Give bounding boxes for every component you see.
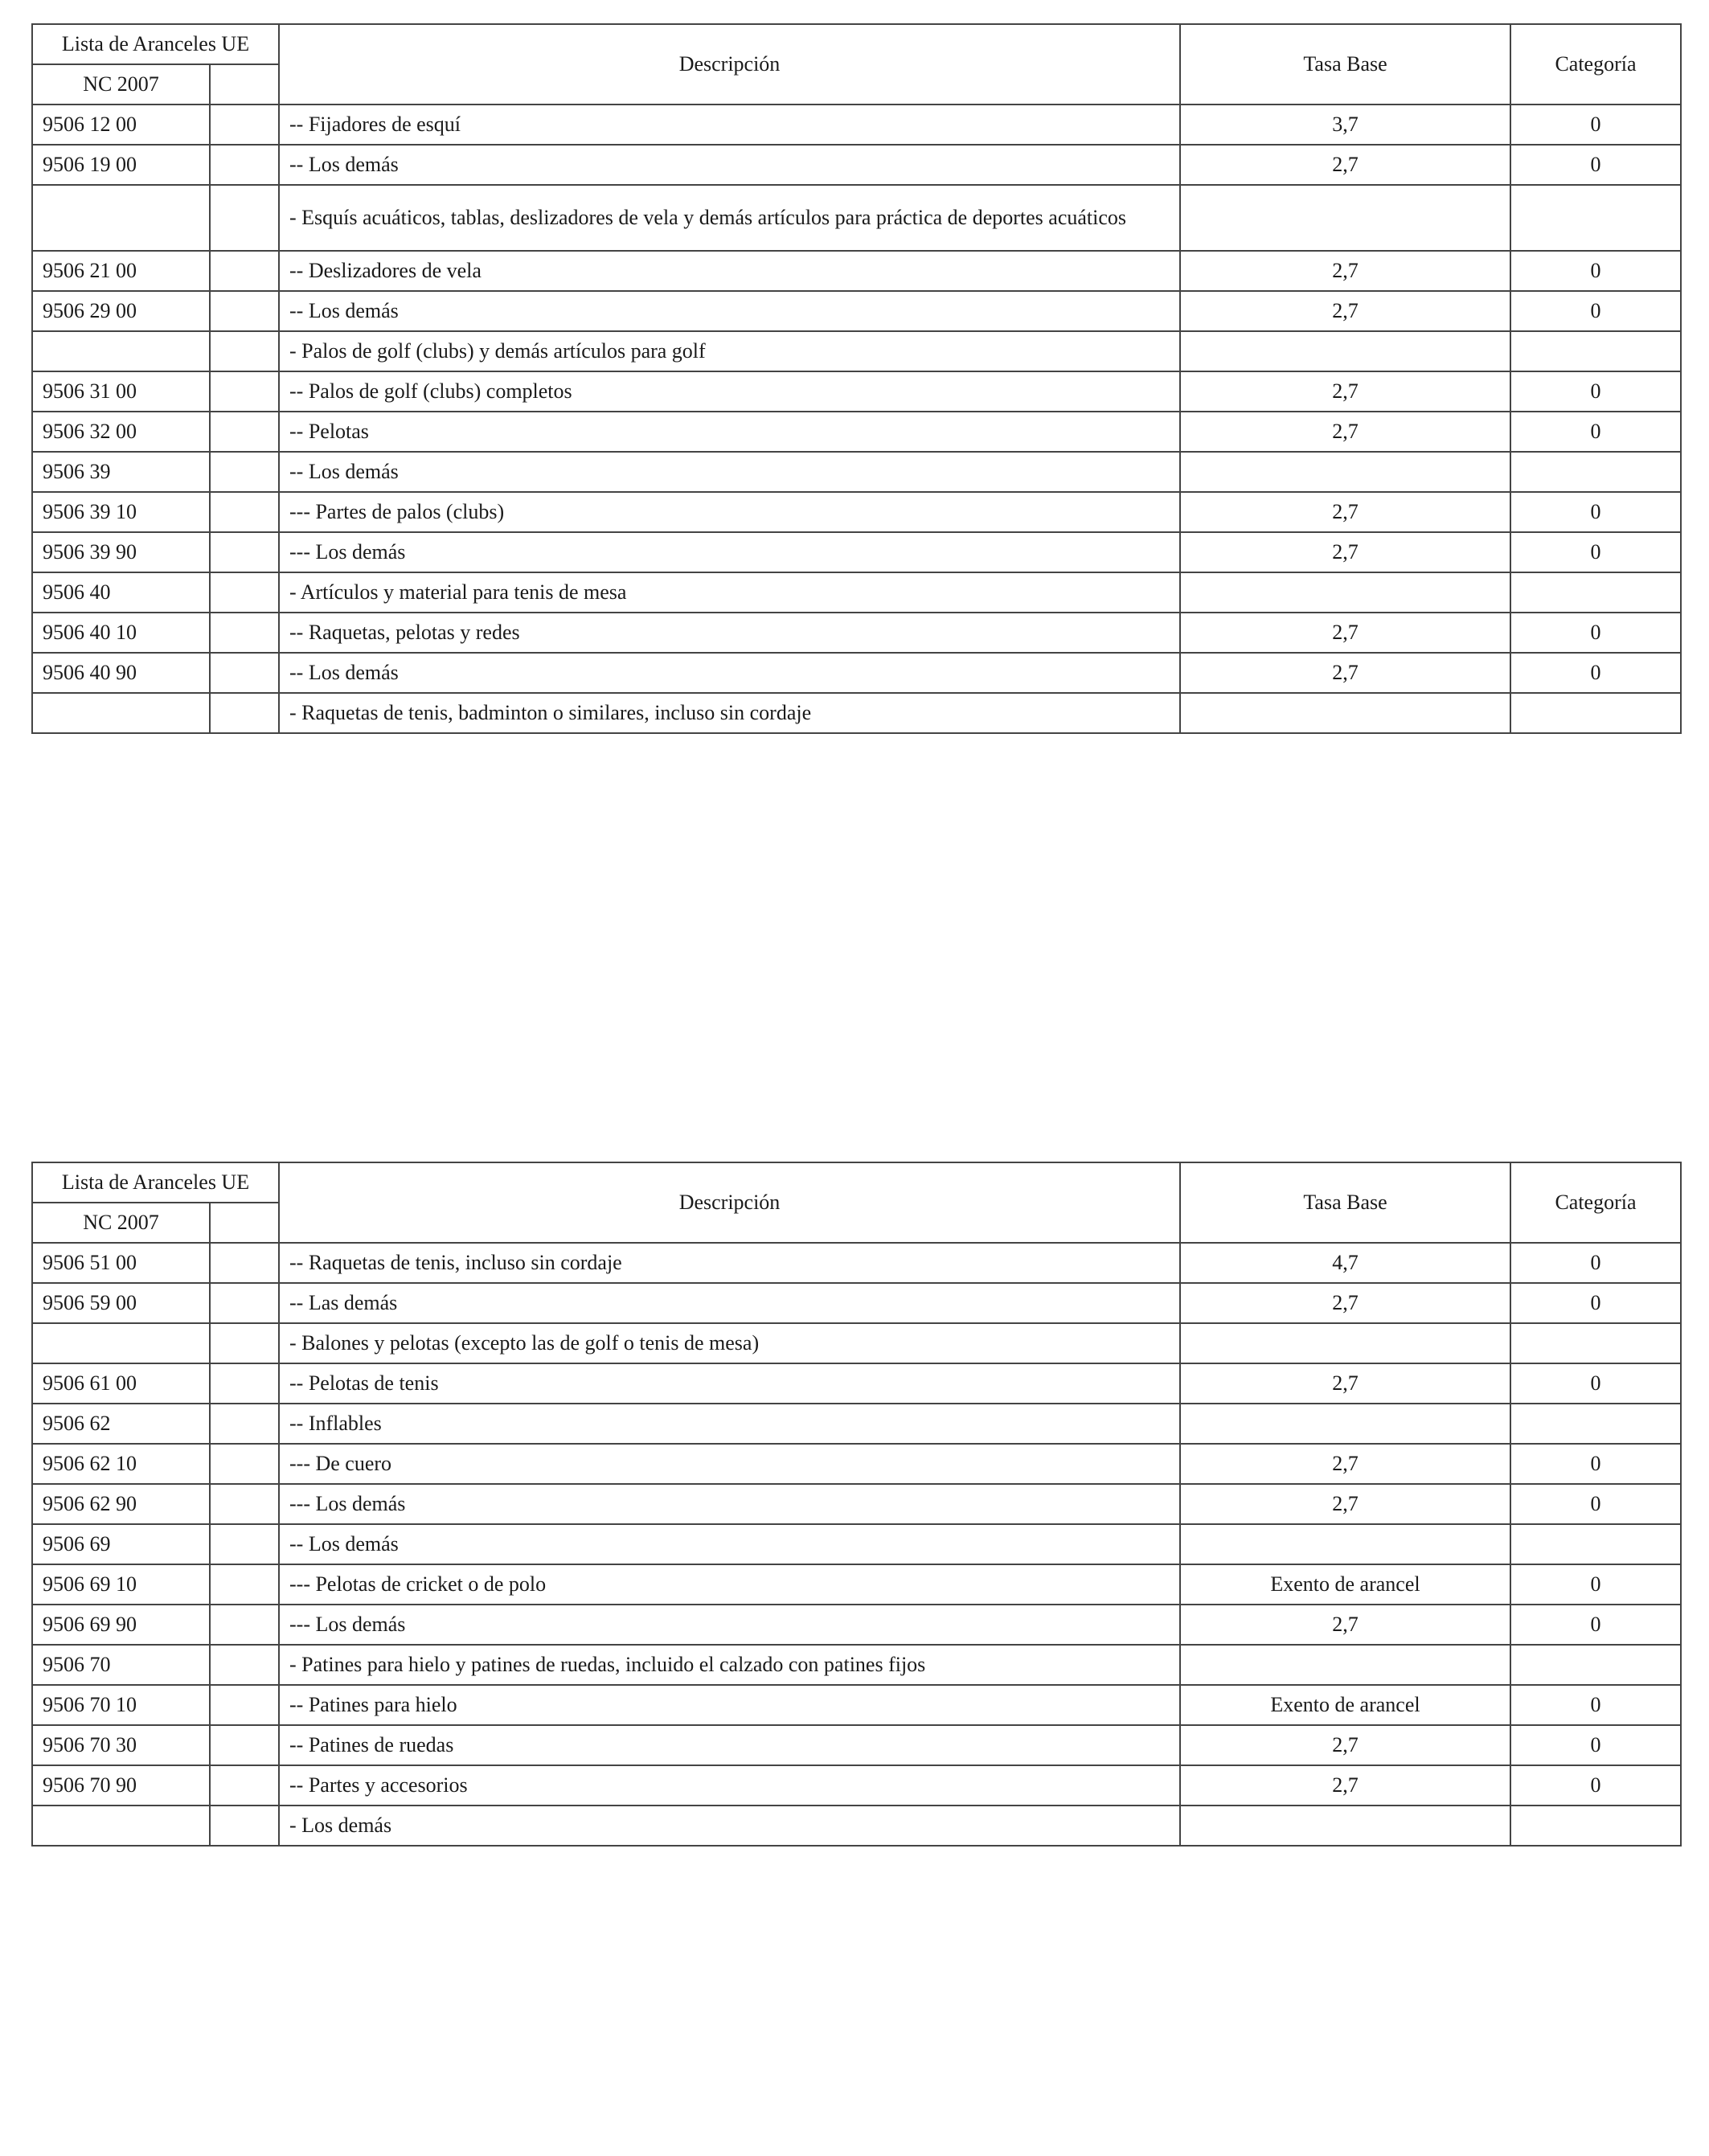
header-lista: Lista de Aranceles UE (32, 1162, 279, 1203)
cell-tasa-base: Exento de arancel (1180, 1564, 1510, 1605)
cell-categoria (1510, 331, 1681, 371)
table-row (32, 1765, 1681, 1806)
cell-description: -- Deslizadores de vela (279, 251, 1180, 291)
cell-code: 9506 70 (32, 1645, 210, 1685)
cell-code: 9506 70 30 (32, 1725, 210, 1765)
cell-tasa-base: 2,7 (1180, 613, 1510, 653)
table-row (32, 1685, 1681, 1725)
cell-code: 9506 12 00 (32, 105, 210, 145)
cell-code: 9506 51 00 (32, 1243, 210, 1283)
table-row (32, 185, 1681, 251)
cell-description: - Esquís acuáticos, tablas, deslizadores de vela y demás artículos para práctica de deportes acuáticos (279, 185, 1180, 251)
tariff-table-2-body (32, 1162, 1681, 1846)
cell-description: -- Las demás (279, 1283, 1180, 1323)
cell-categoria: 0 (1510, 1685, 1681, 1725)
cell-categoria: 0 (1510, 105, 1681, 145)
cell-description: - Palos de golf (clubs) y demás artículos para golf (279, 331, 1180, 371)
cell-categoria (1510, 572, 1681, 613)
table-row (32, 1524, 1681, 1564)
cell-description: --- Los demás (279, 532, 1180, 572)
cell-description: - Raquetas de tenis, badminton o similares, incluso sin cordaje (279, 693, 1180, 733)
cell-subcode (210, 1765, 279, 1806)
cell-subcode (210, 331, 279, 371)
cell-tasa-base (1180, 1323, 1510, 1363)
cell-categoria: 0 (1510, 1444, 1681, 1484)
cell-categoria: 0 (1510, 1765, 1681, 1806)
table-row (32, 105, 1681, 145)
table-row (32, 693, 1681, 733)
cell-categoria: 0 (1510, 291, 1681, 331)
tariff-table-2 (31, 1162, 1682, 1847)
cell-code (32, 1323, 210, 1363)
table-row (32, 1283, 1681, 1323)
cell-subcode (210, 251, 279, 291)
table-row (32, 412, 1681, 452)
cell-tasa-base: 2,7 (1180, 1363, 1510, 1404)
cell-tasa-base: 2,7 (1180, 532, 1510, 572)
cell-tasa-base (1180, 1404, 1510, 1444)
cell-categoria (1510, 1645, 1681, 1685)
cell-categoria: 0 (1510, 412, 1681, 452)
cell-subcode (210, 105, 279, 145)
cell-description: -- Los demás (279, 1524, 1180, 1564)
header-empty-cell (210, 64, 279, 105)
table-row (32, 613, 1681, 653)
cell-description: - Artículos y material para tenis de mesa (279, 572, 1180, 613)
header-nc: NC 2007 (32, 64, 210, 105)
cell-subcode (210, 653, 279, 693)
table-row (32, 572, 1681, 613)
cell-code: 9506 39 (32, 452, 210, 492)
cell-subcode (210, 1605, 279, 1645)
table-row (32, 452, 1681, 492)
table-row (32, 1725, 1681, 1765)
table-row (32, 653, 1681, 693)
cell-categoria: 0 (1510, 532, 1681, 572)
table-row (32, 1645, 1681, 1685)
cell-code: 9506 70 90 (32, 1765, 210, 1806)
header-lista: Lista de Aranceles UE (32, 24, 279, 64)
table-row (32, 371, 1681, 412)
cell-description: -- Pelotas (279, 412, 1180, 452)
cell-code (32, 693, 210, 733)
cell-tasa-base (1180, 331, 1510, 371)
cell-tasa-base: 2,7 (1180, 1444, 1510, 1484)
cell-description: -- Los demás (279, 291, 1180, 331)
header-row-top (32, 1162, 1681, 1203)
cell-tasa-base: 2,7 (1180, 1765, 1510, 1806)
cell-subcode (210, 1645, 279, 1685)
cell-tasa-base (1180, 185, 1510, 251)
cell-subcode (210, 613, 279, 653)
cell-categoria (1510, 1404, 1681, 1444)
cell-subcode (210, 1484, 279, 1524)
cell-categoria: 0 (1510, 1725, 1681, 1765)
cell-categoria (1510, 693, 1681, 733)
cell-subcode (210, 145, 279, 185)
header-tasa-base: Tasa Base (1180, 1162, 1510, 1243)
table-row (32, 1404, 1681, 1444)
table-row (32, 1564, 1681, 1605)
cell-tasa-base (1180, 1645, 1510, 1685)
cell-subcode (210, 291, 279, 331)
cell-code: 9506 70 10 (32, 1685, 210, 1725)
table-row (32, 291, 1681, 331)
cell-description: - Balones y pelotas (excepto las de golf o tenis de mesa) (279, 1323, 1180, 1363)
cell-code: 9506 62 (32, 1404, 210, 1444)
cell-tasa-base: Exento de arancel (1180, 1685, 1510, 1725)
cell-description: -- Patines de ruedas (279, 1725, 1180, 1765)
cell-categoria: 0 (1510, 613, 1681, 653)
cell-tasa-base: 2,7 (1180, 1283, 1510, 1323)
cell-categoria (1510, 452, 1681, 492)
cell-description: - Patines para hielo y patines de ruedas, incluido el calzado con patines fijos (279, 1645, 1180, 1685)
cell-code: 9506 39 10 (32, 492, 210, 532)
cell-subcode (210, 1524, 279, 1564)
cell-description: --- Los demás (279, 1605, 1180, 1645)
cell-code: 9506 59 00 (32, 1283, 210, 1323)
header-empty-cell (210, 1203, 279, 1243)
cell-code: 9506 40 10 (32, 613, 210, 653)
cell-tasa-base (1180, 1806, 1510, 1846)
cell-code: 9506 31 00 (32, 371, 210, 412)
cell-description: -- Raquetas de tenis, incluso sin cordaje (279, 1243, 1180, 1283)
cell-categoria: 0 (1510, 1283, 1681, 1323)
header-tasa-base: Tasa Base (1180, 24, 1510, 105)
cell-description: -- Raquetas, pelotas y redes (279, 613, 1180, 653)
cell-tasa-base: 4,7 (1180, 1243, 1510, 1283)
table-row (32, 1605, 1681, 1645)
cell-code: 9506 69 90 (32, 1605, 210, 1645)
cell-description: --- Partes de palos (clubs) (279, 492, 1180, 532)
cell-subcode (210, 1243, 279, 1283)
cell-tasa-base: 2,7 (1180, 1605, 1510, 1645)
cell-code: 9506 40 (32, 572, 210, 613)
cell-categoria: 0 (1510, 1605, 1681, 1645)
cell-subcode (210, 1725, 279, 1765)
cell-tasa-base (1180, 572, 1510, 613)
cell-categoria (1510, 1806, 1681, 1846)
cell-subcode (210, 1564, 279, 1605)
cell-tasa-base: 2,7 (1180, 1725, 1510, 1765)
table-row (32, 1243, 1681, 1283)
cell-tasa-base: 2,7 (1180, 251, 1510, 291)
table-row (32, 1806, 1681, 1846)
cell-code: 9506 29 00 (32, 291, 210, 331)
cell-description: -- Fijadores de esquí (279, 105, 1180, 145)
table-row (32, 145, 1681, 185)
cell-description: -- Partes y accesorios (279, 1765, 1180, 1806)
cell-tasa-base: 3,7 (1180, 105, 1510, 145)
cell-categoria: 0 (1510, 145, 1681, 185)
cell-subcode (210, 412, 279, 452)
cell-tasa-base: 2,7 (1180, 371, 1510, 412)
cell-description: -- Los demás (279, 452, 1180, 492)
cell-tasa-base: 2,7 (1180, 653, 1510, 693)
cell-categoria: 0 (1510, 371, 1681, 412)
cell-categoria (1510, 185, 1681, 251)
cell-categoria (1510, 1524, 1681, 1564)
cell-code: 9506 39 90 (32, 532, 210, 572)
table-row (32, 331, 1681, 371)
cell-code: 9506 69 10 (32, 1564, 210, 1605)
cell-description: - Los demás (279, 1806, 1180, 1846)
cell-subcode (210, 693, 279, 733)
cell-subcode (210, 371, 279, 412)
cell-description: -- Los demás (279, 653, 1180, 693)
cell-code: 9506 19 00 (32, 145, 210, 185)
cell-categoria: 0 (1510, 251, 1681, 291)
table-row (32, 1484, 1681, 1524)
header-descripcion: Descripción (279, 24, 1180, 105)
table-row (32, 251, 1681, 291)
header-nc: NC 2007 (32, 1203, 210, 1243)
cell-description: -- Los demás (279, 145, 1180, 185)
cell-description: --- Los demás (279, 1484, 1180, 1524)
header-categoria: Categoría (1510, 24, 1681, 105)
cell-code (32, 331, 210, 371)
cell-code: 9506 61 00 (32, 1363, 210, 1404)
cell-subcode (210, 1363, 279, 1404)
cell-tasa-base (1180, 693, 1510, 733)
header-descripcion: Descripción (279, 1162, 1180, 1243)
cell-code: 9506 40 90 (32, 653, 210, 693)
cell-description: --- Pelotas de cricket o de polo (279, 1564, 1180, 1605)
cell-tasa-base: 2,7 (1180, 291, 1510, 331)
cell-subcode (210, 1404, 279, 1444)
cell-code: 9506 21 00 (32, 251, 210, 291)
cell-subcode (210, 1685, 279, 1725)
cell-categoria (1510, 1323, 1681, 1363)
cell-code: 9506 69 (32, 1524, 210, 1564)
cell-subcode (210, 492, 279, 532)
cell-subcode (210, 1806, 279, 1846)
cell-description: -- Pelotas de tenis (279, 1363, 1180, 1404)
header-categoria: Categoría (1510, 1162, 1681, 1243)
cell-tasa-base (1180, 1524, 1510, 1564)
table-row (32, 1444, 1681, 1484)
cell-tasa-base: 2,7 (1180, 412, 1510, 452)
tariff-table-1-body (32, 24, 1681, 733)
cell-subcode (210, 1444, 279, 1484)
cell-subcode (210, 532, 279, 572)
tariff-table-1 (31, 23, 1682, 734)
cell-categoria: 0 (1510, 1484, 1681, 1524)
cell-description: --- De cuero (279, 1444, 1180, 1484)
cell-code: 9506 62 10 (32, 1444, 210, 1484)
cell-subcode (210, 1283, 279, 1323)
cell-categoria: 0 (1510, 653, 1681, 693)
cell-code (32, 1806, 210, 1846)
cell-code: 9506 32 00 (32, 412, 210, 452)
table-row (32, 532, 1681, 572)
cell-categoria: 0 (1510, 1363, 1681, 1404)
cell-tasa-base (1180, 452, 1510, 492)
cell-subcode (210, 452, 279, 492)
cell-subcode (210, 185, 279, 251)
cell-subcode (210, 572, 279, 613)
table-row (32, 1323, 1681, 1363)
cell-description: -- Patines para hielo (279, 1685, 1180, 1725)
cell-categoria: 0 (1510, 1243, 1681, 1283)
cell-categoria: 0 (1510, 492, 1681, 532)
cell-subcode (210, 1323, 279, 1363)
cell-tasa-base: 2,7 (1180, 492, 1510, 532)
cell-code (32, 185, 210, 251)
cell-categoria: 0 (1510, 1564, 1681, 1605)
cell-tasa-base: 2,7 (1180, 145, 1510, 185)
table-row (32, 492, 1681, 532)
table-row (32, 1363, 1681, 1404)
cell-code: 9506 62 90 (32, 1484, 210, 1524)
cell-tasa-base: 2,7 (1180, 1484, 1510, 1524)
header-row-top (32, 24, 1681, 64)
cell-description: -- Inflables (279, 1404, 1180, 1444)
cell-description: -- Palos de golf (clubs) completos (279, 371, 1180, 412)
